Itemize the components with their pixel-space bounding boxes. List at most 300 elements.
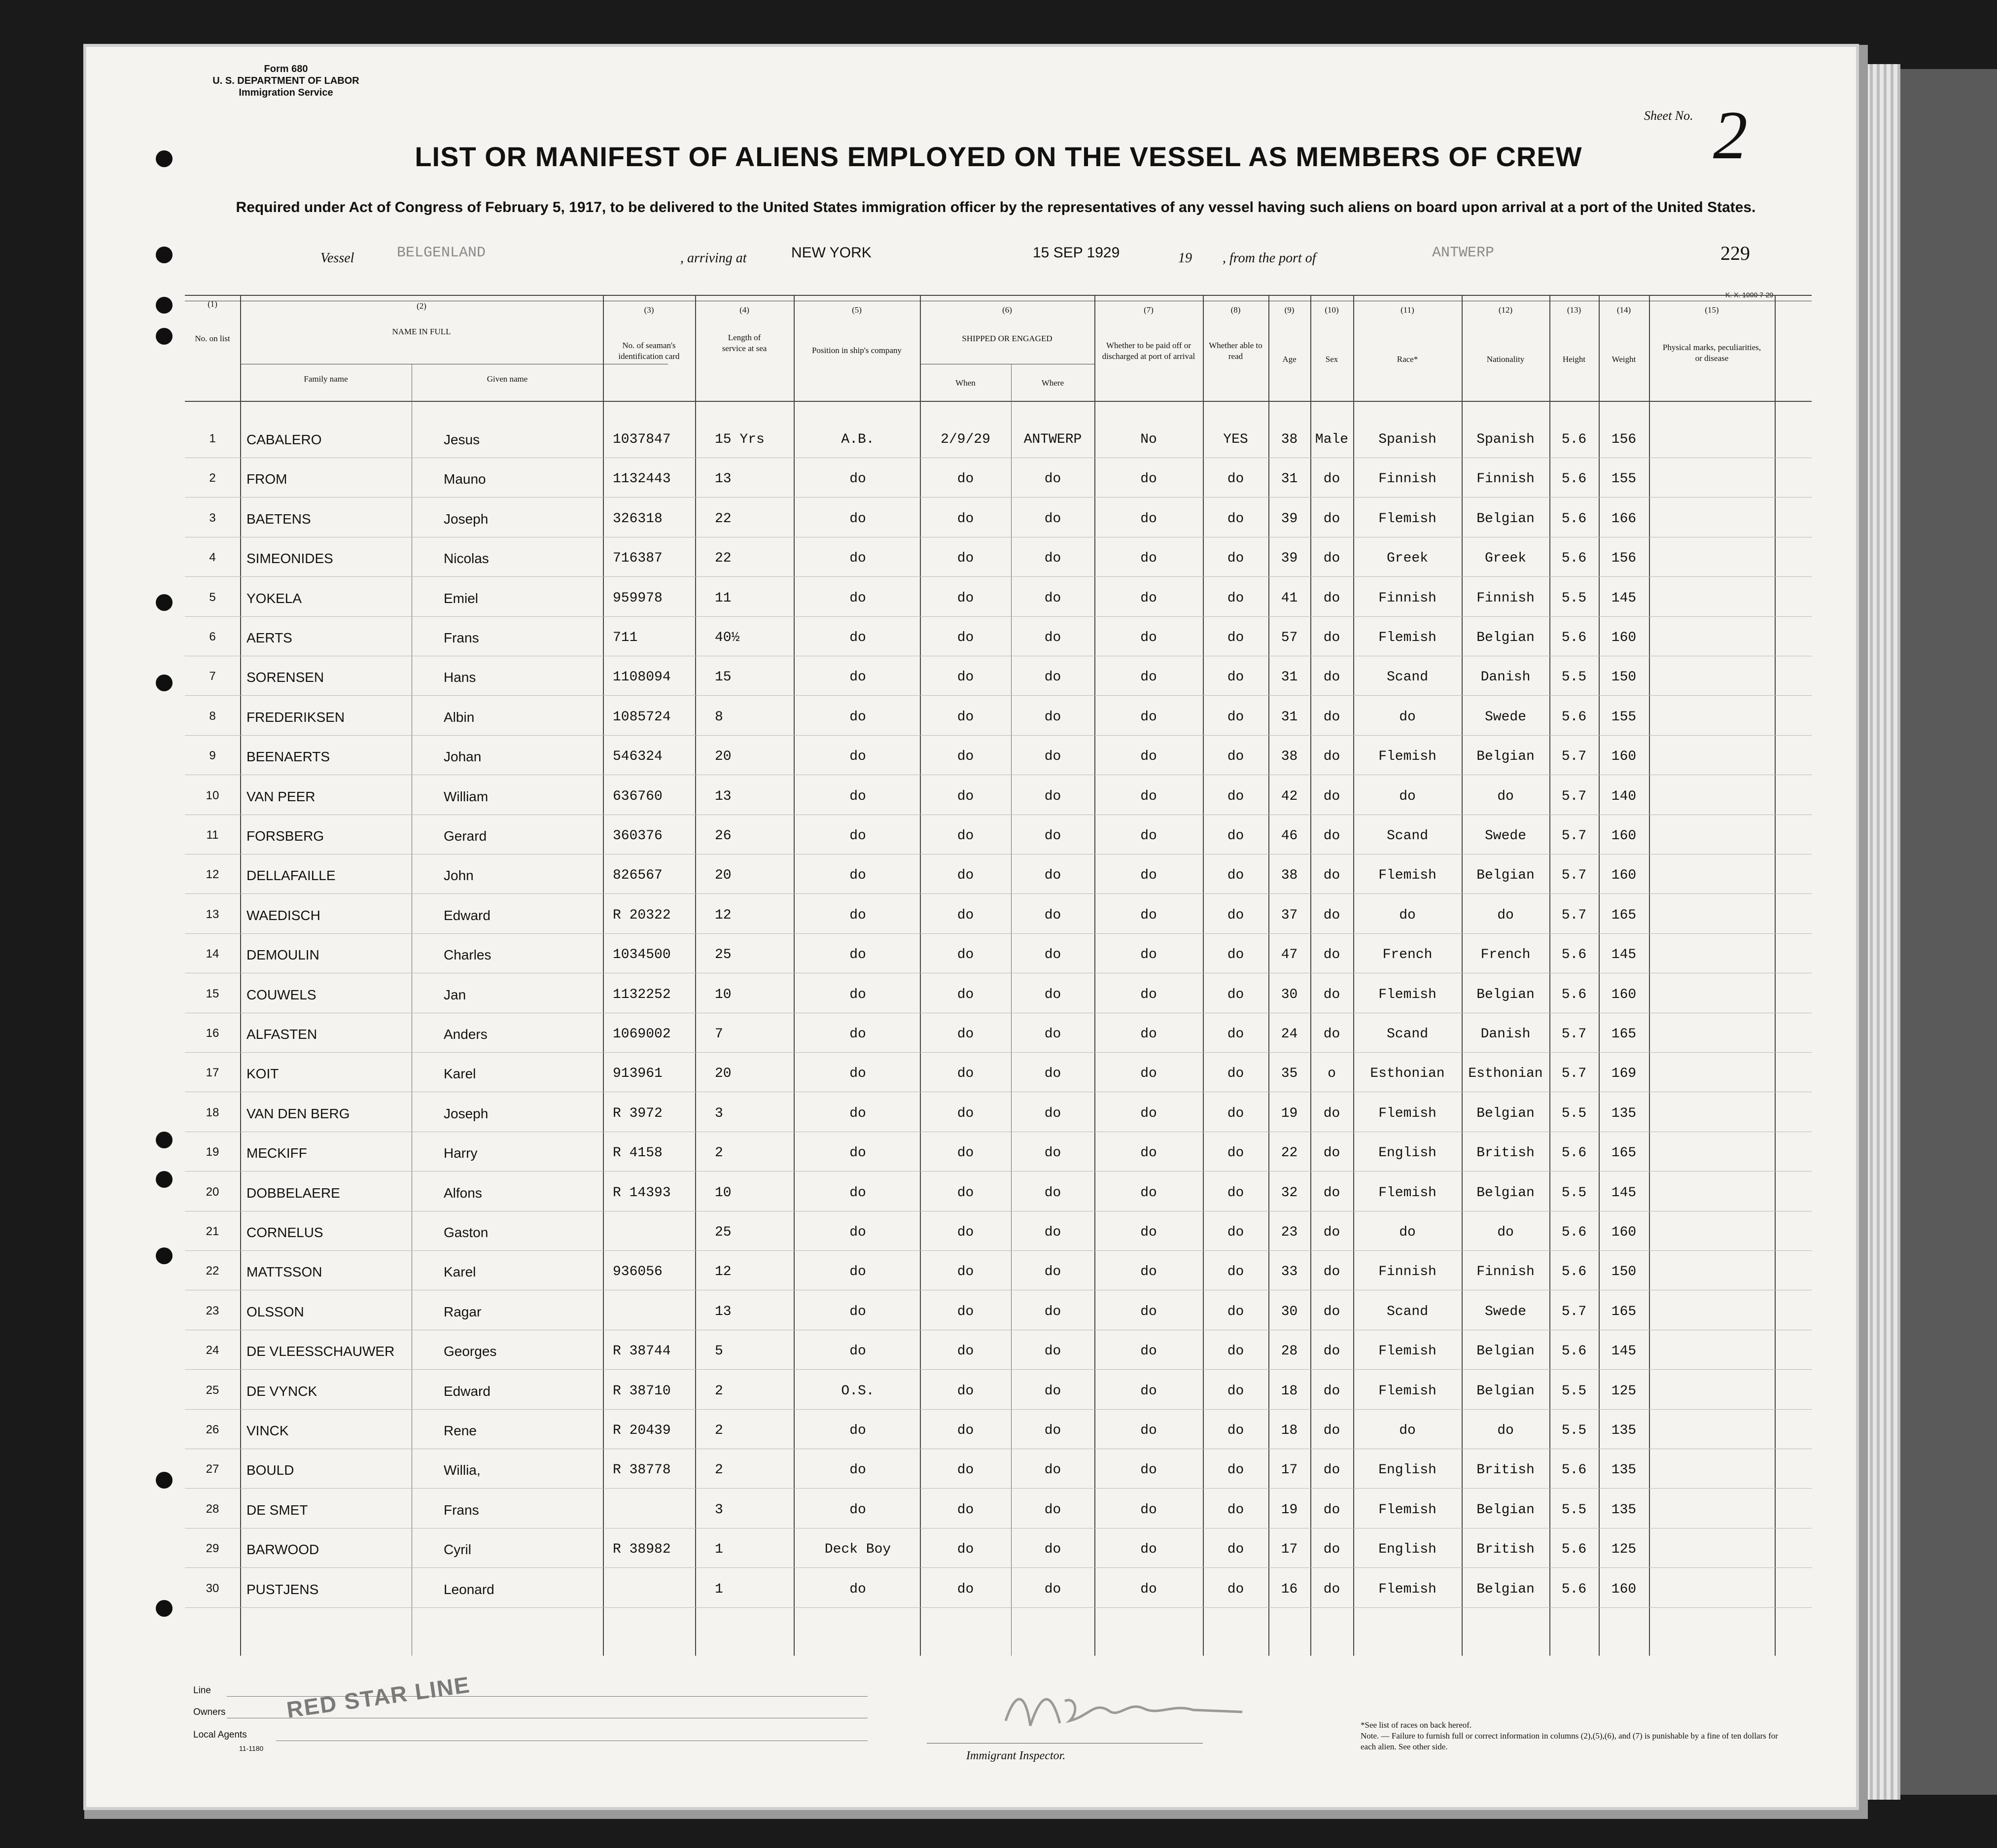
cell-sex: do [1323,1225,1340,1240]
cell-where: do [1044,868,1061,884]
cell-service: 2 [715,1423,723,1438]
cell-where: do [1044,1344,1061,1359]
cell-nationality: Swede [1484,1304,1526,1319]
cell-nationality: Belgian [1476,749,1535,765]
cell-nationality: Belgian [1476,630,1535,645]
cell-age: 39 [1281,511,1298,527]
cell-age: 19 [1281,1105,1298,1121]
cell-position: do [849,471,866,487]
cell-no: 1 [209,432,216,445]
cell-race: Finnish [1378,1264,1436,1280]
cell-given: Alfons [444,1185,482,1201]
cell-card: 1108094 [613,670,671,685]
cell-race: do [1399,788,1416,804]
cell-when: do [957,709,974,725]
cell-nationality: do [1497,788,1514,804]
cell-when: do [957,1304,974,1319]
cell-age: 39 [1281,551,1298,567]
cell-card: 360376 [613,828,663,844]
cell-no: 9 [209,749,216,763]
cell-family: MATTSSON [246,1264,322,1280]
cell-read: do [1227,1264,1244,1280]
cell-height: 5.6 [1561,1264,1587,1280]
cell-position: A.B. [841,432,875,447]
cell-no: 6 [209,630,216,643]
cell-service: 3 [715,1105,723,1121]
cell-given: Anders [444,1027,488,1042]
cell-nationality: British [1476,1462,1535,1478]
cell-height: 5.6 [1561,1225,1587,1240]
cell-paid: do [1140,1542,1157,1558]
row-rule [185,1567,1812,1568]
cell-position: do [849,947,866,963]
header-race: Race* [1397,355,1418,364]
cell-read: do [1227,1344,1244,1359]
cell-service: 22 [715,511,732,527]
cell-given: John [444,868,474,884]
cell-when: do [957,551,974,567]
cell-service: 5 [715,1344,723,1359]
form-header [212,63,360,99]
cell-when: do [957,907,974,923]
cell-height: 5.6 [1561,432,1587,447]
cell-read: do [1227,1423,1244,1438]
header-c4-num: (4) [739,305,749,315]
cell-age: 41 [1281,590,1298,606]
cell-when: do [957,1542,974,1558]
cell-family: SORENSEN [246,670,324,685]
cell-position: do [849,1185,866,1201]
cell-where: do [1044,1581,1061,1597]
cell-sex: do [1323,1581,1340,1597]
row-rule [185,1607,1812,1608]
cell-read: do [1227,1542,1244,1558]
cell-race: English [1378,1462,1436,1478]
binder-hole [156,297,173,314]
cell-service: 8 [715,709,723,725]
cell-paid: do [1140,630,1157,645]
cell-position: do [849,828,866,844]
cell-no: 11 [206,828,219,842]
cell-where: do [1044,630,1061,645]
cell-card: 826567 [613,868,663,884]
row-rule [185,616,1812,617]
cell-given: Jesus [444,432,480,447]
cell-weight: 155 [1611,709,1637,725]
cell-height: 5.6 [1561,987,1587,1002]
cell-no: 30 [206,1581,219,1595]
binder-hole [156,1472,173,1489]
cell-height: 5.6 [1561,511,1587,527]
cell-where: do [1044,1066,1061,1082]
cell-weight: 155 [1611,471,1637,487]
cell-weight: 156 [1611,432,1637,447]
cell-sex: do [1323,907,1340,923]
cell-nationality: British [1476,1542,1535,1558]
cell-when: do [957,788,974,804]
cell-position: do [849,1066,866,1082]
cell-where: do [1044,551,1061,567]
cell-age: 38 [1281,868,1298,884]
cell-paid: do [1140,709,1157,725]
cell-weight: 135 [1611,1105,1637,1121]
cell-family: SIMEONIDES [246,551,333,567]
cell-sex: do [1323,590,1340,606]
cell-where: do [1044,471,1061,487]
cell-race: Flemish [1378,749,1436,765]
cell-sex: do [1323,471,1340,487]
cell-nationality: Belgian [1476,1581,1535,1597]
cell-paid: do [1140,511,1157,527]
header-c11-num: (11) [1401,305,1414,315]
footer-agents-label: Local Agents [193,1730,247,1740]
cell-weight: 145 [1611,1185,1637,1201]
cell-when: do [957,630,974,645]
cell-service: 10 [715,987,732,1002]
cell-where: do [1044,987,1061,1002]
cell-sex: Male [1315,432,1349,447]
row-rule [185,1369,1812,1370]
cell-position: do [849,1105,866,1121]
cell-card: R 38710 [613,1383,671,1399]
cell-service: 25 [715,947,732,963]
cell-family: BOULD [246,1462,294,1478]
header-paid-off: Whether to be paid off or discharged at port of arrival [1102,341,1195,361]
header-able-to-read: Whether able to read [1209,341,1262,361]
cell-age: 19 [1281,1502,1298,1518]
cell-paid: do [1140,749,1157,765]
cell-card: R 20439 [613,1423,671,1438]
from-port-label: , from the port of [1223,250,1316,266]
cell-card: 1037847 [613,432,671,447]
cell-read: do [1227,471,1244,487]
cell-given: Georges [444,1344,497,1359]
cell-paid: do [1140,947,1157,963]
cell-age: 30 [1281,1304,1298,1319]
cell-race: Flemish [1378,1344,1436,1359]
cell-when: do [957,1423,974,1438]
cell-service: 2 [715,1383,723,1399]
header-c5-num: (5) [852,305,862,315]
cell-read: do [1227,709,1244,725]
cell-race: Finnish [1378,471,1436,487]
col-rule [695,295,696,1656]
cell-service: 26 [715,828,732,844]
cell-age: 22 [1281,1145,1298,1161]
cell-service: 15 [715,670,732,685]
cell-read: do [1227,1383,1244,1399]
cell-where: do [1044,1264,1061,1280]
cell-service: 7 [715,1027,723,1042]
cell-no: 21 [206,1225,219,1238]
cell-family: FREDERIKSEN [246,709,345,725]
footnote [1361,1720,1794,1752]
cell-when: do [957,1066,974,1082]
row-rule [185,1409,1812,1410]
col-rule [920,295,921,1656]
cell-race: Flemish [1378,1383,1436,1399]
cell-card: 1069002 [613,1027,671,1042]
cell-service: 20 [715,749,732,765]
cell-given: Johan [444,749,482,765]
cell-read: do [1227,511,1244,527]
cell-race: do [1399,1225,1416,1240]
cell-age: 30 [1281,987,1298,1002]
cell-given: William [444,788,489,804]
cell-where: do [1044,907,1061,923]
cell-service: 10 [715,1185,732,1201]
cell-nationality: Spanish [1476,432,1535,447]
cell-family: VAN PEER [246,788,315,804]
cell-given: Mauno [444,471,486,487]
col-rule [1462,295,1463,1656]
cell-age: 18 [1281,1383,1298,1399]
cell-read: do [1227,1066,1244,1082]
cell-paid: do [1140,1502,1157,1518]
cell-read: do [1227,670,1244,685]
cell-paid: do [1140,1344,1157,1359]
cell-given: Edward [444,1383,490,1399]
cell-card: 711 [613,630,638,645]
cell-sex: do [1323,1027,1340,1042]
cell-position: do [849,987,866,1002]
cell-no: 4 [209,551,216,565]
cell-race: Finnish [1378,590,1436,606]
cell-family: VAN DEN BERG [246,1105,350,1121]
cell-where: do [1044,1542,1061,1558]
row-rule [185,893,1812,894]
cell-card: 636760 [613,788,663,804]
cell-position: do [849,1423,866,1438]
cell-sex: do [1323,749,1340,765]
cell-read: do [1227,1581,1244,1597]
cell-sex: do [1323,1145,1340,1161]
col-rule [1353,295,1354,1656]
cell-given: Charles [444,947,491,963]
cell-no: 23 [206,1304,219,1317]
cell-card: 546324 [613,749,663,765]
cell-given: Joseph [444,511,489,527]
cell-sex: do [1323,987,1340,1002]
cell-service: 40½ [715,630,740,645]
cell-read: do [1227,1027,1244,1042]
footer-line-label: Line [193,1685,211,1696]
cell-family: OLSSON [246,1304,304,1319]
cell-read: do [1227,868,1244,884]
col-rule [1649,295,1650,1656]
cell-race: do [1399,1423,1416,1438]
cell-read: do [1227,1105,1244,1121]
cell-height: 5.7 [1561,868,1587,884]
row-rule [185,1052,1812,1053]
cell-race: Flemish [1378,630,1436,645]
cell-sex: do [1323,511,1340,527]
cell-height: 5.7 [1561,788,1587,804]
col-rule [603,295,604,1656]
cell-age: 31 [1281,471,1298,487]
cell-weight: 135 [1611,1502,1637,1518]
cell-paid: do [1140,1462,1157,1478]
cell-height: 5.6 [1561,947,1587,963]
cell-nationality: Finnish [1476,590,1535,606]
header-height: Height [1562,355,1586,364]
cell-read: do [1227,749,1244,765]
cell-paid: do [1140,590,1157,606]
cell-nationality: Belgian [1476,1185,1535,1201]
cell-age: 23 [1281,1225,1298,1240]
cell-race: Flemish [1378,987,1436,1002]
header-physical-marks: Physical marks, peculiarities, or disease [1662,343,1761,363]
page-title: LIST OR MANIFEST OF ALIENS EMPLOYED ON THE VESSEL AS MEMBERS OF CREW [415,141,1582,172]
cell-age: 28 [1281,1344,1298,1359]
cell-no: 2 [209,471,216,485]
cell-height: 5.7 [1561,907,1587,923]
cell-family: WAEDISCH [246,907,320,923]
cell-race: English [1378,1542,1436,1558]
cell-when: do [957,749,974,765]
department: U. S. DEPARTMENT OF LABOR [212,75,359,86]
cell-weight: 160 [1611,1581,1637,1597]
cell-where: do [1044,947,1061,963]
cell-height: 5.5 [1561,590,1587,606]
cell-age: 31 [1281,670,1298,685]
cell-age: 18 [1281,1423,1298,1438]
cell-read: do [1227,788,1244,804]
cell-service: 3 [715,1502,723,1518]
arrival-date: 15 SEP 1929 [1033,245,1120,261]
cell-weight: 145 [1611,947,1637,963]
cell-weight: 165 [1611,907,1637,923]
cell-sex: do [1323,947,1340,963]
cell-race: Scand [1386,1304,1428,1319]
header-c14-num: (14) [1616,305,1631,315]
cell-family: VINCK [246,1423,289,1438]
cell-read: do [1227,1462,1244,1478]
cell-when: do [957,1225,974,1240]
cell-where: do [1044,670,1061,685]
cell-height: 5.5 [1561,1383,1587,1399]
sheet-number: 2 [1713,97,1748,174]
header-id-card: No. of seaman's identification card [618,341,680,361]
cell-nationality: Finnish [1476,1264,1535,1280]
cell-height: 5.6 [1561,1542,1587,1558]
col-rule [1310,295,1311,1656]
cell-card: 1132252 [613,987,671,1002]
binder-hole [156,328,173,345]
row-rule [185,933,1812,934]
cell-sex: do [1323,630,1340,645]
page-subtitle: Required under Act of Congress of February 5, 1917, to be delivered to the United States immigration officer by the representatives of any vessel having such aliens on board upon arrival at a port of the United States. [236,199,1756,215]
cell-when: do [957,1581,974,1597]
cell-where: do [1044,511,1061,527]
cell-given: Karel [444,1066,476,1082]
cell-height: 5.5 [1561,670,1587,685]
cell-paid: do [1140,1027,1157,1042]
cell-weight: 135 [1611,1462,1637,1478]
cell-position: do [849,749,866,765]
cell-given: Rene [444,1423,477,1438]
cell-age: 37 [1281,907,1298,923]
cell-nationality: Danish [1480,670,1531,685]
cell-where: do [1044,1145,1061,1161]
cell-height: 5.5 [1561,1185,1587,1201]
cell-service: 11 [715,590,732,606]
cell-card: 1034500 [613,947,671,963]
cell-paid: No [1140,432,1157,447]
cell-read: do [1227,1502,1244,1518]
cell-family: BAETENS [246,511,311,527]
cell-weight: 160 [1611,868,1637,884]
footnote-penalty: Note. — Failure to furnish full or correct information in columns (2),(5),(6), and (7) is punishable by a fine of ten dollars for each alien. See other side. [1361,1731,1778,1751]
cell-where: ANTWERP [1023,432,1082,447]
cell-when: do [957,590,974,606]
row-rule [185,1171,1812,1172]
cell-weight: 140 [1611,788,1637,804]
cell-given: Gerard [444,828,487,844]
cell-nationality: Belgian [1476,1502,1535,1518]
cell-card: 716387 [613,551,663,567]
header-age: Age [1282,355,1296,364]
cell-card: R 4158 [613,1145,663,1161]
cell-nationality: Swede [1484,828,1526,844]
row-rule [185,576,1812,577]
cell-service: 22 [715,551,732,567]
cell-family: COUWELS [246,987,316,1002]
cell-no: 10 [206,788,219,802]
header-c13-num: (13) [1567,305,1581,315]
cell-height: 5.6 [1561,551,1587,567]
cell-when: do [957,828,974,844]
cell-position: Deck Boy [824,1542,891,1558]
cell-height: 5.6 [1561,1344,1587,1359]
cell-nationality: Swede [1484,709,1526,725]
cell-where: do [1044,1105,1061,1121]
cell-sex: do [1323,1185,1340,1201]
col-rule [1203,295,1204,1656]
header-given-name: Given name [487,374,528,384]
cell-no: 3 [209,511,216,525]
header-c2-num: (2) [417,301,426,311]
header-c6-num: (6) [1002,305,1012,315]
cell-nationality: Belgian [1476,987,1535,1002]
cell-when: do [957,1502,974,1518]
cell-race: Scand [1386,1027,1428,1042]
cell-position: do [849,788,866,804]
cell-paid: do [1140,670,1157,685]
cell-given: Frans [444,1502,479,1518]
cell-age: 31 [1281,709,1298,725]
cell-sex: do [1323,1502,1340,1518]
header-c7-num: (7) [1144,305,1154,315]
cell-when: do [957,987,974,1002]
cell-nationality: do [1497,1423,1514,1438]
cell-when: do [957,1462,974,1478]
cell-no: 27 [206,1462,219,1476]
cell-read: do [1227,828,1244,844]
cell-position: do [849,670,866,685]
cell-where: do [1044,1225,1061,1240]
cell-nationality: Belgian [1476,868,1535,884]
cell-family: CORNELUS [246,1225,323,1240]
cell-nationality: French [1480,947,1531,963]
cell-age: 32 [1281,1185,1298,1201]
cell-position: do [849,868,866,884]
cell-given: Albin [444,709,475,725]
cell-height: 5.7 [1561,1304,1587,1319]
cell-service: 2 [715,1462,723,1478]
cell-family: FROM [246,471,287,487]
cell-where: do [1044,1383,1061,1399]
